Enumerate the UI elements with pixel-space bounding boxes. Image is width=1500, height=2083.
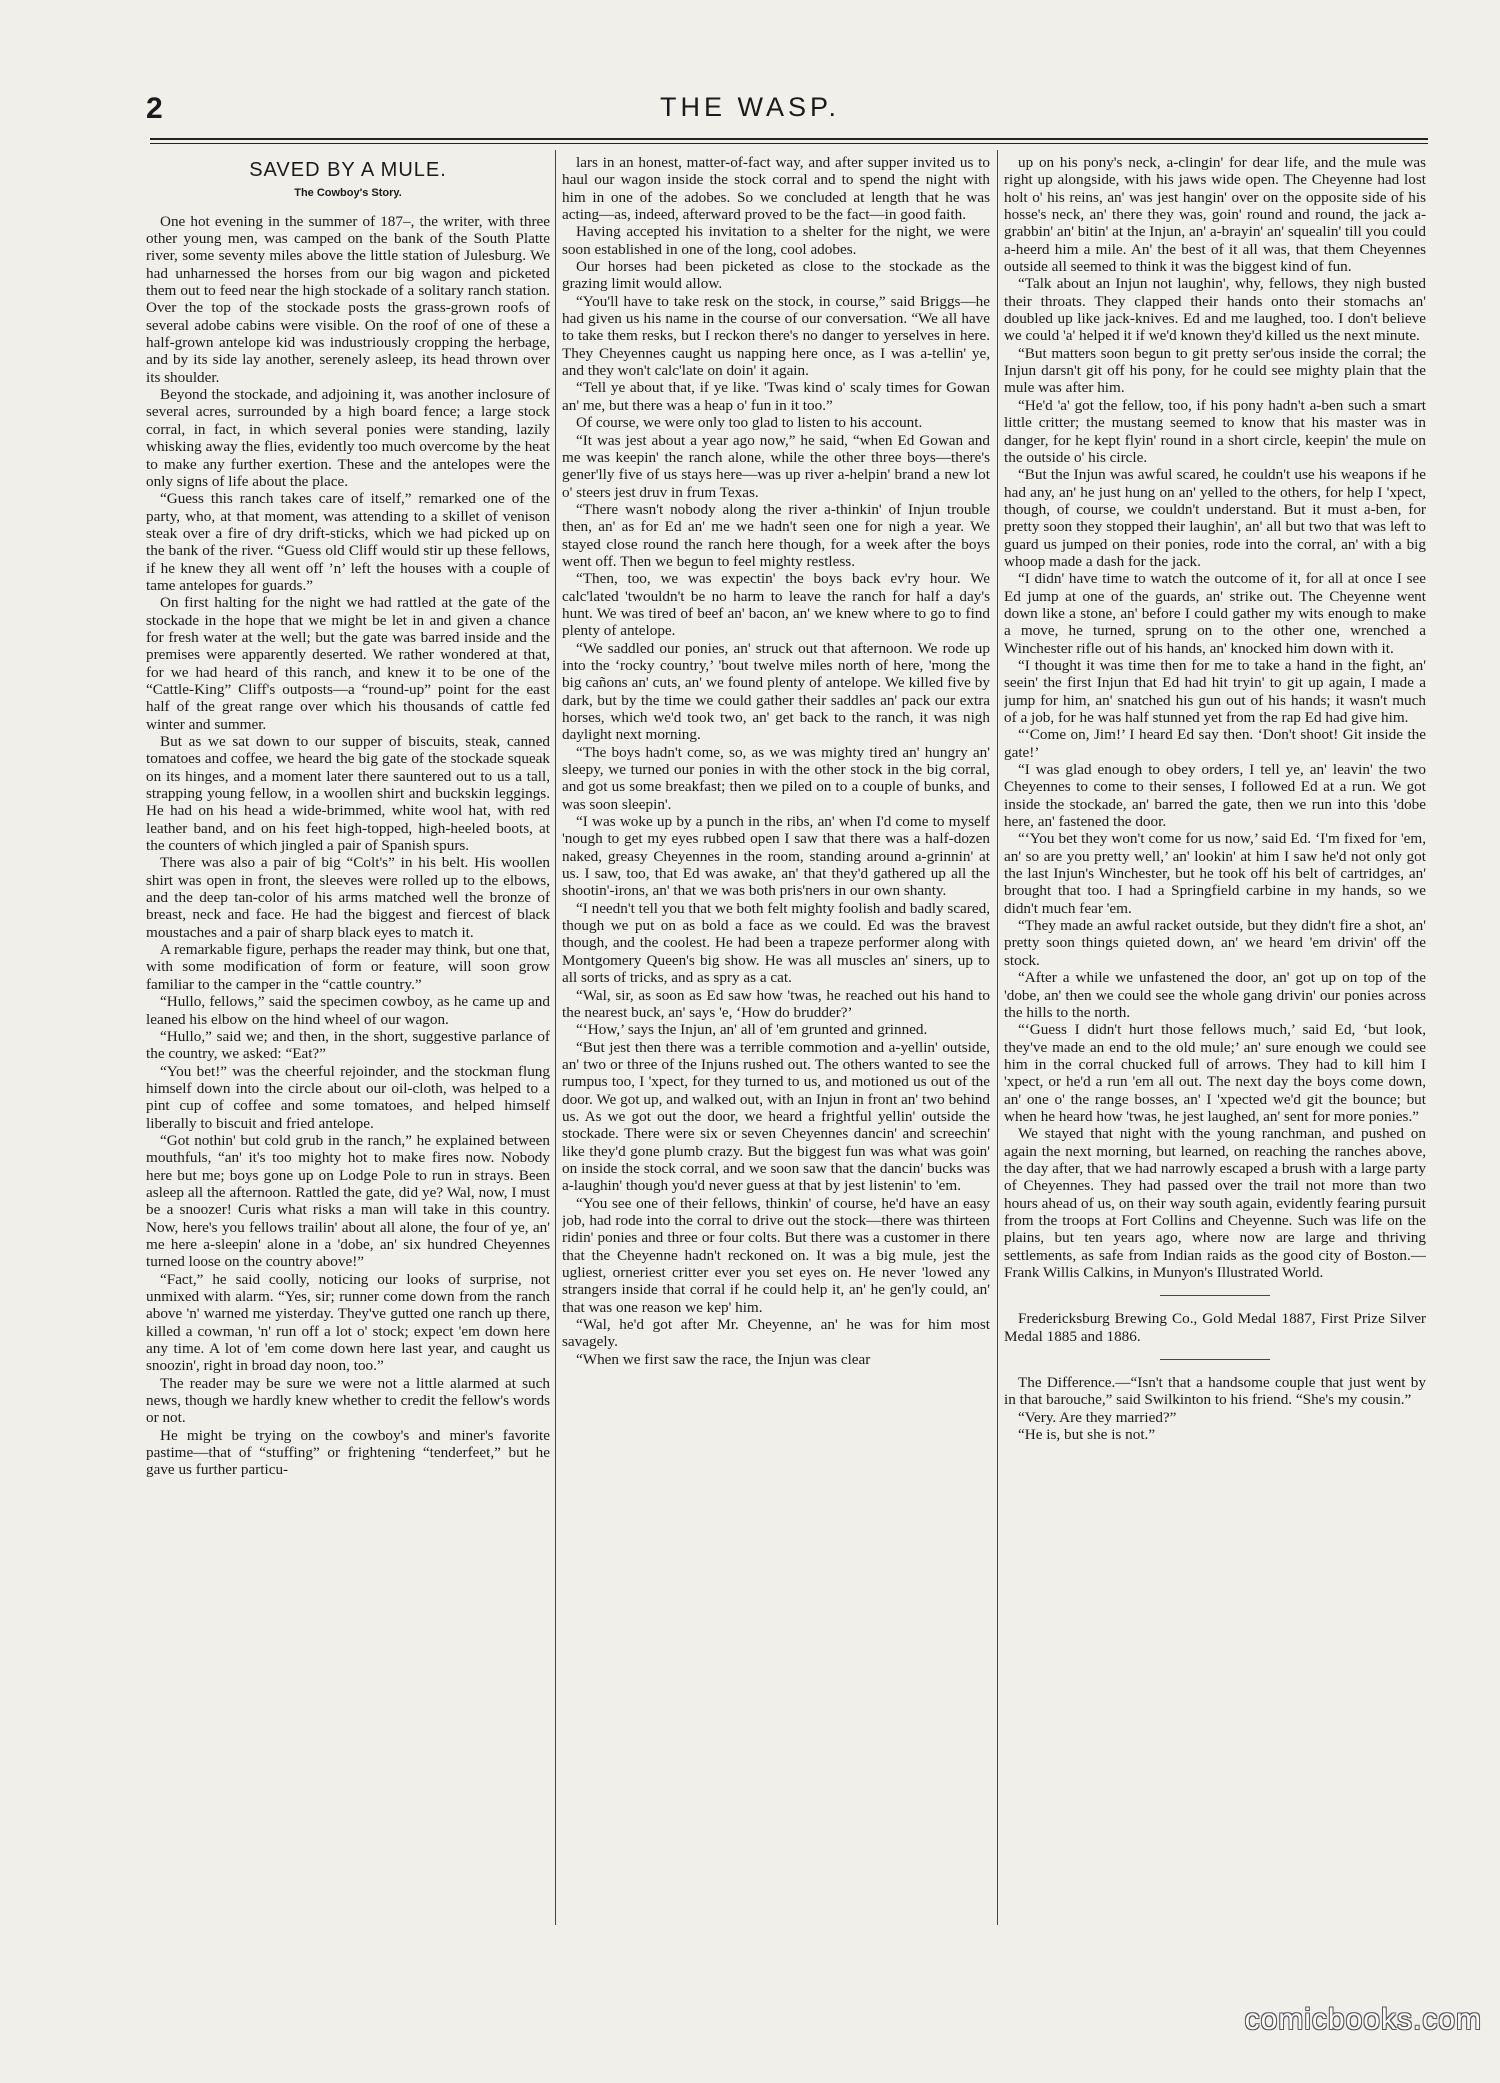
section-divider [1160, 1295, 1270, 1296]
paragraph: “When we first saw the race, the Injun was clear [576, 1350, 871, 1368]
paragraph: “I needn't tell you that we both felt mighty foolish and badly scared, though we put on as bold a face as we could. Ed was the bravest though, and the coolest. He had been a trapeze performer along with Montgomery Queen's big show. He was all muscles an' siners, up to all sorts of tricks, and as spry as a cat. [562, 899, 990, 987]
paragraph: “Fact,” he said coolly, noticing our looks of surprise, not unmixed with alarm. “Yes, sir; runner come down from the ranch above 'n' warned me yisterday. They've gutted one ranch up there, killed a cowman, 'n' run off a lot o' stock; expect 'em down here any time. A lot of 'em come down here last year, and caught us snoozin', right in broad day noon, too.” [146, 1270, 550, 1375]
column-1 [146, 154, 550, 1922]
column-2-body [562, 154, 990, 1368]
paragraph: “Very. Are they married?” [1018, 1408, 1177, 1426]
paragraph: “‘Guess I didn't hurt those fellows much,’ said Ed, ‘but look, they've made an end to the old mule;’ an' sure enough we could see him in the corral chucked full of arrows. They had to kill him I 'xpect, or he'd a run 'em all out. The next day the boys come down, an' one o' the range bosses, an' I 'xpected we'd git the bounce; but when he heard how 'twas, he jest laughed, an' sent for more ponies.” [1004, 1021, 1426, 1125]
paragraph: “Wal, sir, as soon as Ed saw how 'twas, he reached out his hand to the nearest buck, an' says 'e, ‘How do brudder?’ [562, 986, 990, 1021]
paragraph: The reader may be sure we were not a little alarmed at such news, though we hardly knew whether to credit the fellow's words or not. [146, 1374, 550, 1427]
column-divider [997, 150, 998, 1925]
column-3 [1004, 154, 1426, 1922]
paragraph: On first halting for the night we had rattled at the gate of the stockade in the hope that we might be let in and given a chance for fresh water at the well; but the gate was barred inside and the premises were apparently deserted. We rather wondered at that, for we had heard of this ranch, and knew it to be one of the “Cattle-King” Cliff's outposts—a “round-up” point for the east half of the great range over which his thousands of cattle fed winter and summer. [146, 594, 550, 733]
paragraph: We stayed that night with the young ranchman, and pushed on again the next morning, but learned, on reaching the ranches above, the day after, that we had narrowly escaped a brush with a large party of Cheyennes. They had passed over the trail not more than two hours ahead of us, on their way south again, evidently fearing pursuit from the troops at Fort Collins and Cheyenne. Such was life on the plains, but ten years ago, where now are large and thriving settlements, as safe from Indian raids as the good city of Boston.—Frank Willis Calkins, in Munyon's Illustrated World. [1004, 1125, 1426, 1281]
paragraph: “Talk about an Injun not laughin', why, fellows, they nigh busted their throats. They clapped their hands onto their stomachs an' doubled up like jack-knives. Ed and me laughed, too. I don't believe we could 'a' helped it if we'd known they'd killed us the next minute. [1004, 275, 1426, 345]
paragraph: “Tell ye about that, if ye like. 'Twas kind o' scaly times for Gowan an' me, but there was a heap o' fun in it too.” [562, 379, 990, 414]
paragraph: “Wal, he'd got after Mr. Cheyenne, an' he was for him most savagely. [562, 1316, 990, 1351]
paragraph: “‘You bet they won't come for us now,’ said Ed. ‘I'm fixed for 'em, an' so are you pretty well,’ an' lookin' at him I saw he'd not only got the last Injun's Winchester, but he took off his belt of cartridges, an' brought that too. I had a Springfield carbine in my hands, so we didn't much fear 'em. [1004, 830, 1426, 917]
column-divider [555, 150, 556, 1925]
brewing-notice: Fredericksburg Brewing Co., Gold Medal 1887, First Prize Silver Medal 1885 and 1886. [1004, 1310, 1426, 1345]
paragraph: “After a while we unfastened the door, an' got up on top of the 'dobe, an' then we could see the whole gang drivin' our ponies across the hills to the north. [1004, 969, 1426, 1021]
paragraph: Beyond the stockade, and adjoining it, was another inclosure of several acres, surrounded by a high board fence; a large stock corral, in fact, in which several ponies were standing, lazily whisking away the flies, evidently too much overcome by the heat to make any further exertion. These and the antelopes were the only signs of life about the place. [146, 386, 550, 490]
section-divider [1160, 1359, 1270, 1360]
paragraph: Having accepted his invitation to a shelter for the night, we were soon established in one of the long, cool adobes. [562, 223, 990, 258]
header-rule-thin [150, 143, 1428, 144]
paragraph: “We saddled our ponies, an' struck out that afternoon. We rode up into the ‘rocky country,’ 'bout twelve miles north of here, 'mong the big cañons an' cuts, an' we found plenty of antelope. We killed five by dark, but by the time we could gather their saddles an' pack our extra horses, which we'd took two, an' get back to the ranch, it was nigh daylight next morning. [562, 639, 990, 744]
paragraph: “He'd 'a' got the fellow, too, if his pony hadn't a-ben such a smart little critter; the mustang seemed to know that his master was in danger, for he kept flyin' round in a short circle, keepin' the mule on the outside o' his circle. [1004, 396, 1426, 466]
paragraph: “But jest then there was a terrible commotion and a-yellin' outside, an' two or three of the Injuns rushed out. The others wanted to see the rumpus too, I 'xpect, for they turned to us, and motioned us out of the door. We got up, and walked out, with an Injun in front an' two behind us. As we got out the door, we heard a frightful yellin' outside the stockade. There were six or seven Cheyennes dancin' and screechin' like they'd gone plumb crazy. But the biggest fun was what was goin' on inside the stock corral, and we soon saw that the dancin' bucks was a-laughin' though you'd never guess at that by jest listenin' to 'em. [562, 1038, 990, 1195]
paragraph: A remarkable figure, perhaps the reader may think, but one that, with some modification of form or feature, will soon grow familiar to the camper in the “cattle country.” [146, 941, 550, 993]
paragraph: “I didn' have time to watch the outcome of it, for all at once I see Ed jump at one of the guards, an' strike out. The Cheyenne went down like a stone, an' before I could gather my wits enough to make a move, he turned, sprung on to the other one, wrenched a Winchester rifle out of his hands, an' knocked him down with it. [1004, 570, 1426, 657]
paragraph: “Got nothin' but cold grub in the ranch,” he explained between mouthfuls, “an' it's too mighty hot to make fires now. Nobody here but me; boys gone up on Lodge Pole to run in strays. Been asleep all the afternoon. Rattled the gate, did ye? Wal, now, I must be a snoozer! Curis what risks a man will take in this country. Now, here's you fellows trailin' about all alone, the four of ye, an' me here a-sleepin' alone in a 'dobe, an' six hundred Cheyennes turned loose on the country above!” [146, 1131, 550, 1271]
paragraph: “They made an awful racket outside, but they didn't fire a shot, an' pretty soon things quieted down, an' we heard 'em drivin' off the stock. [1004, 917, 1426, 969]
paragraph: “I thought it was time then for me to take a hand in the fight, an' seein' the first Injun that Ed had hit tryin' to git up again, I made a jump for him, an' snatched his gun out of his hands; it wasn't much of a job, for he was half stunned yet from the rap Ed had give him. [1004, 656, 1426, 726]
page-number: 2 [146, 92, 163, 125]
paragraph: “‘How,’ says the Injun, an' all of 'em grunted and grinned. [576, 1021, 928, 1039]
paragraph: “‘Come on, Jim!’ I heard Ed say then. ‘Don't shoot! Git inside the gate!’ [1004, 726, 1426, 761]
watermark: comicbooks.com [1244, 2003, 1482, 2036]
paragraph: But as we sat down to our supper of biscuits, steak, canned tomatoes and coffee, we heard the big gate of the stockade squeak on its hinges, and a moment later there sauntered out to us a tall, strapping young fellow, in a woollen shirt and buckskin leggings. He had on his head a wide-brimmed, white wool hat, with red leather band, and on his feet high-topped, high-heeled boots, at the counters of which jingled a pair of Spanish spurs. [146, 733, 550, 855]
paragraph: The Difference.—“Isn't that a handsome couple that just went by in that barouche,” said Swilkinton to his friend. “She's my cousin.” [1004, 1374, 1426, 1409]
paragraph: “You bet!” was the cheerful rejoinder, and the stockman flung himself down into the circle about our oil-cloth, was helped to a pint cup of coffee and some tomatoes, and helped himself liberally to biscuit and fried antelope. [146, 1062, 550, 1132]
paragraph: “But matters soon begun to git pretty ser'ous inside the corral; the Injun darsn't git off his pony, for he could see mighty plain that the mule was after him. [1004, 344, 1426, 397]
column-1-body [146, 213, 550, 1479]
paragraph: There was also a pair of big “Colt's” in his belt. His woollen shirt was open in front, the sleeves were rolled up to the elbows, and the deep tan-color of his arms matched well the bronze of breast, neck and face. He had the biggest and fiercest of black moustaches and a pair of sharp black eyes to match it. [146, 854, 550, 941]
paragraph: “There wasn't nobody along the river a-thinkin' of Injun trouble then, an' as for Ed an' me we hadn't seen one for nigh a year. We stayed close round the ranch here though, for a week after the boys went off. Then we begun to feel mighty restless. [562, 500, 990, 570]
paragraph: Of course, we were only too glad to listen to his account. [576, 414, 923, 432]
column-2 [562, 154, 990, 1922]
header-rule [150, 138, 1428, 140]
paragraph: “But the Injun was awful scared, he couldn't use his weapons if he had any, an' he just hung on an' yelled to the others, for help I 'xpect, though, of course, we couldn't understand. But it must a-ben, for pretty soon they stopped their laughin', an' all but two that was left to guard us jumped on their ponies, rode into the corral, an' with a big whoop made a dash for the jack. [1004, 466, 1426, 570]
masthead-title: THE WASP. [659, 92, 841, 122]
paragraph: “Hullo, fellows,” said the specimen cowboy, as he came up and leaned his elbow on the hind wheel of our wagon. [146, 993, 550, 1028]
paragraph: up on his pony's neck, a-clingin' for dear life, and the mule was right up alongside, with his jaws wide open. The Cheyenne had lost holt o' his reins, an' was jest hangin' over on the opposite side of his hosse's neck, an' there they was, goin' round and round, the jack a-grabbin' an' bitin' at the Injun, an' a-brayin' an' squealin' till you could a-heerd him a mile. An' the best of it all was, that them Cheyennes outside all seemed to think it was the biggest kind of fun. [1004, 154, 1426, 276]
paragraph: “I was woke up by a punch in the ribs, an' when I'd come to myself 'nough to get my eyes rubbed open I saw that there was a half-dozen naked, greasy Cheyennes in the room, standing around a-grinnin' at us. I saw, too, that Ed was awake, an' that they'd gathered up all the shootin'-irons, an' that we was both pris'ners in our own shanty. [562, 813, 990, 900]
article-title: SAVED BY A MULE. [249, 159, 447, 181]
paragraph: One hot evening in the summer of 187–, the writer, with three other young men, was camped on the bank of the South Platte river, some seventy miles above the little station of Julesburg. We had unharnessed the horses from our big wagon and picketed them out to feed near the high stockade of a solitary ranch station. Over the top of the stockade posts the grass-grown roofs of several adobe cabins were visible. On the roof of one of these a half-grown antelope kid was industriously cropping the herbage, and by its side lay another, serenely asleep, its head thrown over its shoulder. [146, 212, 550, 386]
paragraph: “He is, but she is not.” [1018, 1426, 1156, 1444]
squib-the-difference [1004, 1374, 1426, 1443]
paragraph: “It was jest about a year ago now,” he said, “when Ed Gowan and me was keepin' the ranch alone, while the other three boys—there's gener'lly five of us stays here—was up river a-helpin' brand a new lot o' steers jest druv in frum Texas. [562, 431, 990, 501]
paragraph: He might be trying on the cowboy's and miner's favorite pastime—that of “stuffing” or frightening “tenderfeet,” but he gave us further particu- [146, 1426, 550, 1479]
paragraph: “Hullo,” said we; and then, in the short, suggestive parlance of the country, we asked: “Eat?” [146, 1027, 550, 1063]
paragraph: lars in an honest, matter-of-fact way, and after supper invited us to haul our wagon inside the stock corral and to spend the night with him in one of the adobes. So we concluded at length that he was acting—as, indeed, afterward proved to be the fact—in good faith. [562, 154, 990, 224]
column-3-body [1004, 154, 1426, 1281]
paragraph: “Guess this ranch takes care of itself,” remarked one of the party, who, at that moment, was attending to a skillet of venison steak over a fire of dry drift-sticks, which we had picked up on the bank of the river. “Guess old Cliff would stir up these fellows, if he knew they all went off ’n’ left the houses with a couple of tame antelopes for guards.” [146, 490, 550, 594]
paragraph: “Then, too, we was expectin' the boys back ev'ry hour. We calc'lated 'twouldn't be no harm to leave the ranch for half a day's hunt. We was tired of beef an' bacon, an' we knew where to go to find plenty of antelope. [562, 570, 990, 640]
article-subtitle: The Cowboy's Story. [294, 187, 402, 200]
paragraph: Our horses had been picketed as close to the stockade as the grazing limit would allow. [562, 258, 990, 293]
paragraph: “The boys hadn't come, so, as we was mighty tired an' hungry an' sleepy, we turned our ponies in with the other stock in the big corral, and got us some breakfast; then we piled on to a couple of bunks, and was soon sleepin'. [562, 743, 990, 813]
paragraph: “You see one of their fellows, thinkin' of course, he'd have an easy job, had rode into the corral to drive out the stock—there was thirteen ridin' ponies and three or four colts. But there was a customer in there that the Cheyenne hadn't reckoned on. It was a big mule, jest the ugliest, orneriest critter ever you set eyes on. He never 'lowed any strangers inside that corral if he could help it, an' he gen'ly could, an' that was one reason we kep' him. [562, 1194, 990, 1316]
paragraph: “You'll have to take resk on the stock, in course,” said Briggs—he had given us his name in the course of our conversation. “We all have to take them resks, but I reckon there's no danger to yerselves in here. They Cheyennes caught us napping here once, as I was a-tellin' ye, and they won't calc'late on doin' it again. [562, 292, 990, 380]
paragraph: “I was glad enough to obey orders, I tell ye, an' leavin' the two Cheyennes to come to their senses, I followed Ed at a run. We got inside the stockade, an' barred the gate, then we run into this 'dobe here, an' fastened the door. [1004, 761, 1426, 831]
